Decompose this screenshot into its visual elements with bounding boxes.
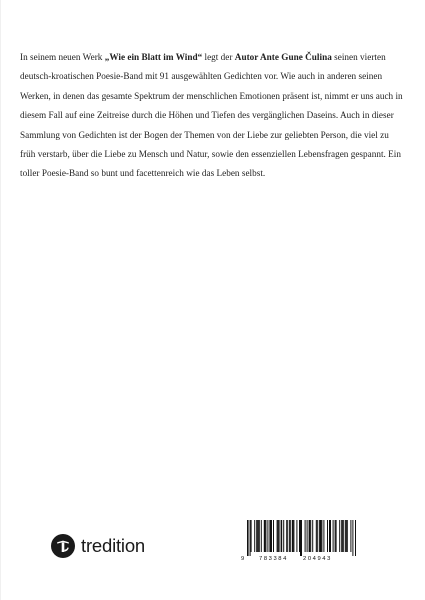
barcode-bar bbox=[250, 520, 251, 556]
barcode-bar bbox=[319, 520, 320, 552]
barcode-bar bbox=[292, 520, 294, 552]
barcode-bar bbox=[301, 520, 302, 556]
publisher-logo bbox=[51, 533, 145, 559]
barcode-bar bbox=[264, 520, 266, 552]
barcode-digits bbox=[239, 556, 359, 566]
barcode-bar bbox=[281, 520, 283, 552]
barcode-bar bbox=[258, 520, 260, 552]
barcode-digits-left: 783384 bbox=[259, 556, 288, 562]
barcode-bar bbox=[316, 520, 317, 552]
book-title: „Wie ein Blatt im Wind“ bbox=[104, 52, 203, 62]
barcode-bar bbox=[265, 520, 266, 552]
barcode-bar bbox=[305, 520, 306, 552]
barcode-digits-right: 204943 bbox=[303, 556, 332, 562]
barcode-bar bbox=[329, 520, 330, 552]
description-intro: In seinem neuen Werk bbox=[20, 52, 105, 62]
isbn-barcode bbox=[239, 520, 359, 568]
barcode-bar bbox=[251, 520, 252, 552]
barcode-bar bbox=[299, 520, 300, 552]
barcode-bar bbox=[278, 520, 279, 552]
barcode-bar bbox=[254, 520, 255, 552]
barcode-bar bbox=[355, 520, 356, 556]
barcode-bar bbox=[273, 520, 274, 552]
barcode-bar bbox=[327, 520, 328, 552]
barcode-bar bbox=[293, 520, 294, 552]
description-connector: legt der bbox=[202, 52, 235, 62]
barcode-bar bbox=[290, 520, 291, 552]
barcode-bar bbox=[330, 520, 331, 552]
barcode-bar bbox=[279, 520, 280, 552]
barcode-bar bbox=[271, 520, 272, 552]
barcode-bar bbox=[309, 520, 311, 552]
barcode-bar bbox=[352, 520, 353, 556]
barcode-bar bbox=[283, 520, 284, 552]
barcode-bar bbox=[267, 520, 268, 552]
barcode-bar bbox=[347, 520, 348, 552]
barcode-bar bbox=[257, 520, 258, 552]
barcode-bar bbox=[346, 520, 347, 552]
barcode-bar bbox=[296, 520, 297, 552]
barcode-bar bbox=[333, 520, 334, 552]
barcode-bar bbox=[321, 520, 322, 552]
book-description bbox=[20, 48, 404, 184]
author-name: Autor Ante Gune Čulina bbox=[234, 52, 332, 62]
barcode-bar bbox=[247, 520, 249, 556]
publisher-name: tredition bbox=[81, 535, 146, 556]
barcode-bar bbox=[312, 520, 313, 552]
description-paragraph bbox=[20, 48, 404, 184]
barcode-bar bbox=[286, 520, 288, 552]
barcode-bars bbox=[239, 520, 359, 556]
barcode-bar bbox=[300, 520, 301, 556]
barcode-bar bbox=[339, 520, 340, 552]
barcode-bar bbox=[317, 520, 318, 552]
barcode-bar bbox=[307, 520, 308, 552]
barcode-bar bbox=[336, 520, 337, 552]
barcode-bar bbox=[335, 520, 336, 552]
barcode-bar bbox=[342, 520, 344, 552]
barcode-bar bbox=[289, 520, 290, 552]
barcode-bar bbox=[269, 520, 271, 552]
barcode-digit-first: 9 bbox=[241, 556, 245, 562]
barcode-bar bbox=[320, 520, 322, 552]
barcode-bar bbox=[277, 520, 278, 552]
barcode-bar bbox=[261, 520, 262, 552]
barcode-bar bbox=[350, 520, 351, 552]
barcode-bar bbox=[341, 520, 342, 552]
barcode-bar bbox=[256, 520, 257, 552]
description-body: seinen vierten deutsch-kroatischen Poesie-Band mit 91 ausgewählten Gedichten vor. Wie auch in anderen seinen Werken, in denen das gesamte Spektrum der menschlichen Emotionen präsent ist, nimmt er uns auch in diesem Fall auf eine Zeitreise durch die Höhen und Tiefen des vergänglichen Daseins. Auch in dieser Sammlung von Gedichten ist der Bogen der Themen von der Liebe zur geliebten Person, die viel zu früh verstarb, über die Liebe zu Mensch und Natur, sowie den essenziellen Lebensfragen gespannt. Ein toller Poesie-Band so bunt und facettenreich wie das Leben selbst. bbox=[20, 52, 403, 179]
barcode-bar bbox=[345, 520, 346, 552]
barcode-bar bbox=[310, 520, 311, 552]
barcode-bar bbox=[323, 520, 324, 552]
tredition-book-icon bbox=[51, 534, 75, 558]
